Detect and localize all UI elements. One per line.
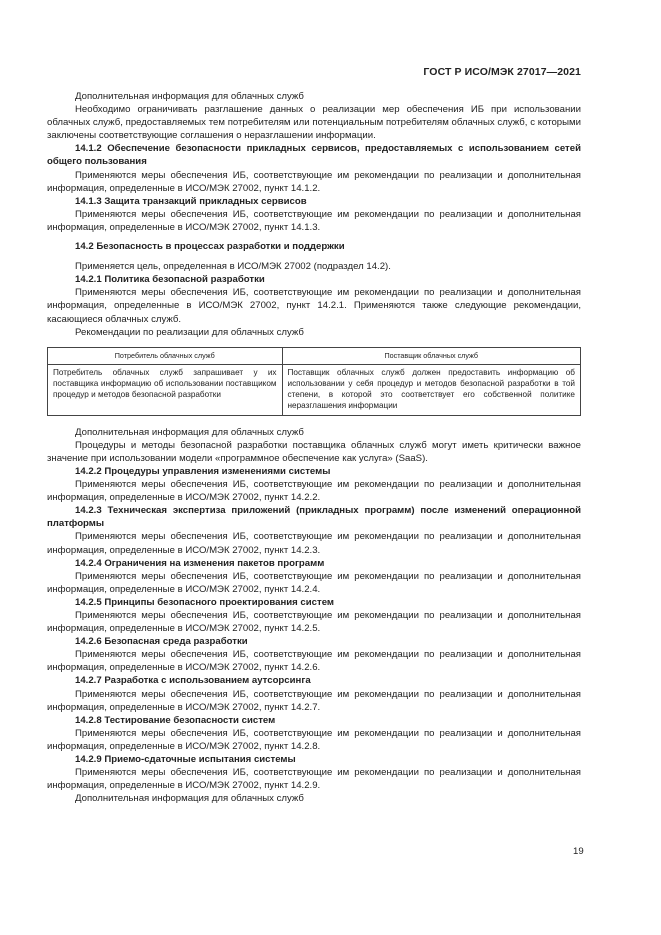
paragraph: Применяются меры обеспечения ИБ, соответствующие им рекомендации по реализации и дополнительная информация, определенные в ИСО/МЭК 27002, пункт 14.1.3. bbox=[47, 208, 581, 233]
page-number: 19 bbox=[573, 846, 584, 857]
recommendations-table bbox=[47, 347, 581, 416]
paragraph: Применяются меры обеспечения ИБ, соответствующие им рекомендации по реализации и дополнительная информация, определенные в ИСО/МЭК 27002, пункт 14.2.8. bbox=[47, 727, 581, 752]
table-header-row bbox=[48, 347, 581, 364]
subsection-heading: 14.2.6 Безопасная среда разработки bbox=[75, 636, 248, 648]
paragraph: Рекомендации по реализации для облачных служб bbox=[75, 326, 304, 338]
subsection-heading: 14.2.3 Техническая экспертиза приложений (прикладных программ) после изменений операционной платформы bbox=[47, 505, 581, 530]
column-header-consumer: Потребитель облачных служб bbox=[48, 347, 283, 364]
paragraph: Применяются меры обеспечения ИБ, соответствующие им рекомендации по реализации и дополнительная информация, определенные в ИСО/МЭК 27002, пункт 14.2.7. bbox=[47, 688, 581, 713]
subsection-heading: 14.2.9 Приемо-сдаточные испытания системы bbox=[75, 754, 296, 766]
page-content bbox=[47, 90, 581, 805]
subsection-heading: 14.2.1 Политика безопасной разработки bbox=[75, 274, 265, 286]
paragraph: Применяются меры обеспечения ИБ, соответствующие им рекомендации по реализации и дополнительная информация, определенные в ИСО/МЭК 27002, пункт 14.2.1. Применяются также следующие рекомендации, касающиеся облачных служб. bbox=[47, 287, 581, 325]
paragraph: Применяются меры обеспечения ИБ, соответствующие им рекомендации по реализации и дополнительная информация, определенные в ИСО/МЭК 27002, пункт 14.2.5. bbox=[47, 610, 581, 635]
paragraph: Дополнительная информация для облачных служб bbox=[75, 426, 304, 438]
paragraph: Применяются меры обеспечения ИБ, соответствующие им рекомендации по реализации и дополнительная информация, определенные в ИСО/МЭК 27002, пункт 14.2.9. bbox=[47, 767, 581, 792]
paragraph: Применяются меры обеспечения ИБ, соответствующие им рекомендации по реализации и дополнительная информация, определенные в ИСО/МЭК 27002, пункт 14.1.2. bbox=[47, 169, 581, 194]
subsection-heading: 14.2.4 Ограничения на изменения пакетов программ bbox=[75, 557, 325, 569]
paragraph: Применяются меры обеспечения ИБ, соответствующие им рекомендации по реализации и дополнительная информация, определенные в ИСО/МЭК 27002, пункт 14.2.6. bbox=[47, 649, 581, 674]
paragraph: Применяются меры обеспечения ИБ, соответствующие им рекомендации по реализации и дополнительная информация, определенные в ИСО/МЭК 27002, пункт 14.2.4. bbox=[47, 570, 581, 595]
paragraph: Процедуры и методы безопасной разработки поставщика облачных служб могут иметь критически важное значение при использовании модели «программное обеспечение как услуга» (SaaS). bbox=[47, 439, 581, 464]
subsection-heading: 14.2.2 Процедуры управления изменениями системы bbox=[75, 465, 331, 477]
table-cell-consumer: Потребитель облачных служб запрашивает у их поставщика информацию об использовании поставщиком процедур и методов безопасной разработки bbox=[48, 364, 283, 415]
section-heading: 14.2 Безопасность в процессах разработки и поддержки bbox=[75, 241, 345, 253]
subsection-heading: 14.1.3 Защита транзакций прикладных сервисов bbox=[75, 195, 307, 207]
subsection-heading: 14.1.2 Обеспечение безопасности прикладных сервисов, предоставляемых с использованием сетей общего пользования bbox=[47, 143, 581, 168]
table-row bbox=[48, 364, 581, 415]
paragraph: Применяется цель, определенная в ИСО/МЭК 27002 (подраздел 14.2). bbox=[75, 261, 391, 273]
paragraph: Применяются меры обеспечения ИБ, соответствующие им рекомендации по реализации и дополнительная информация, определенные в ИСО/МЭК 27002, пункт 14.2.2. bbox=[47, 479, 581, 504]
paragraph: Дополнительная информация для облачных служб bbox=[75, 91, 304, 102]
table-cell-provider: Поставщик облачных служб должен предоставить информацию об использовании у себя процедур и методов безопасной разработки в той степени, в которой это соответствует его собственной политике неразглашения информации bbox=[282, 364, 580, 415]
paragraph: Применяются меры обеспечения ИБ, соответствующие им рекомендации по реализации и дополнительная информация, определенные в ИСО/МЭК 27002, пункт 14.2.3. bbox=[47, 531, 581, 556]
document-header: ГОСТ Р ИСО/МЭК 27017—2021 bbox=[423, 66, 581, 78]
paragraph: Необходимо ограничивать разглашение данных о реализации мер обеспечения ИБ при использовании облачных служб, предоставляемых тем потребителям или потенциальным потребителям облачных служб, с которыми заключены соответствующие соглашения о неразглашении информации. bbox=[47, 104, 581, 142]
column-header-provider: Поставщик облачных служб bbox=[282, 347, 580, 364]
paragraph: Дополнительная информация для облачных служб bbox=[75, 793, 304, 805]
subsection-heading: 14.2.7 Разработка с использованием аутсорсинга bbox=[75, 675, 311, 687]
subsection-heading: 14.2.5 Принципы безопасного проектирования систем bbox=[75, 596, 335, 608]
subsection-heading: 14.2.8 Тестирование безопасности систем bbox=[75, 714, 276, 726]
